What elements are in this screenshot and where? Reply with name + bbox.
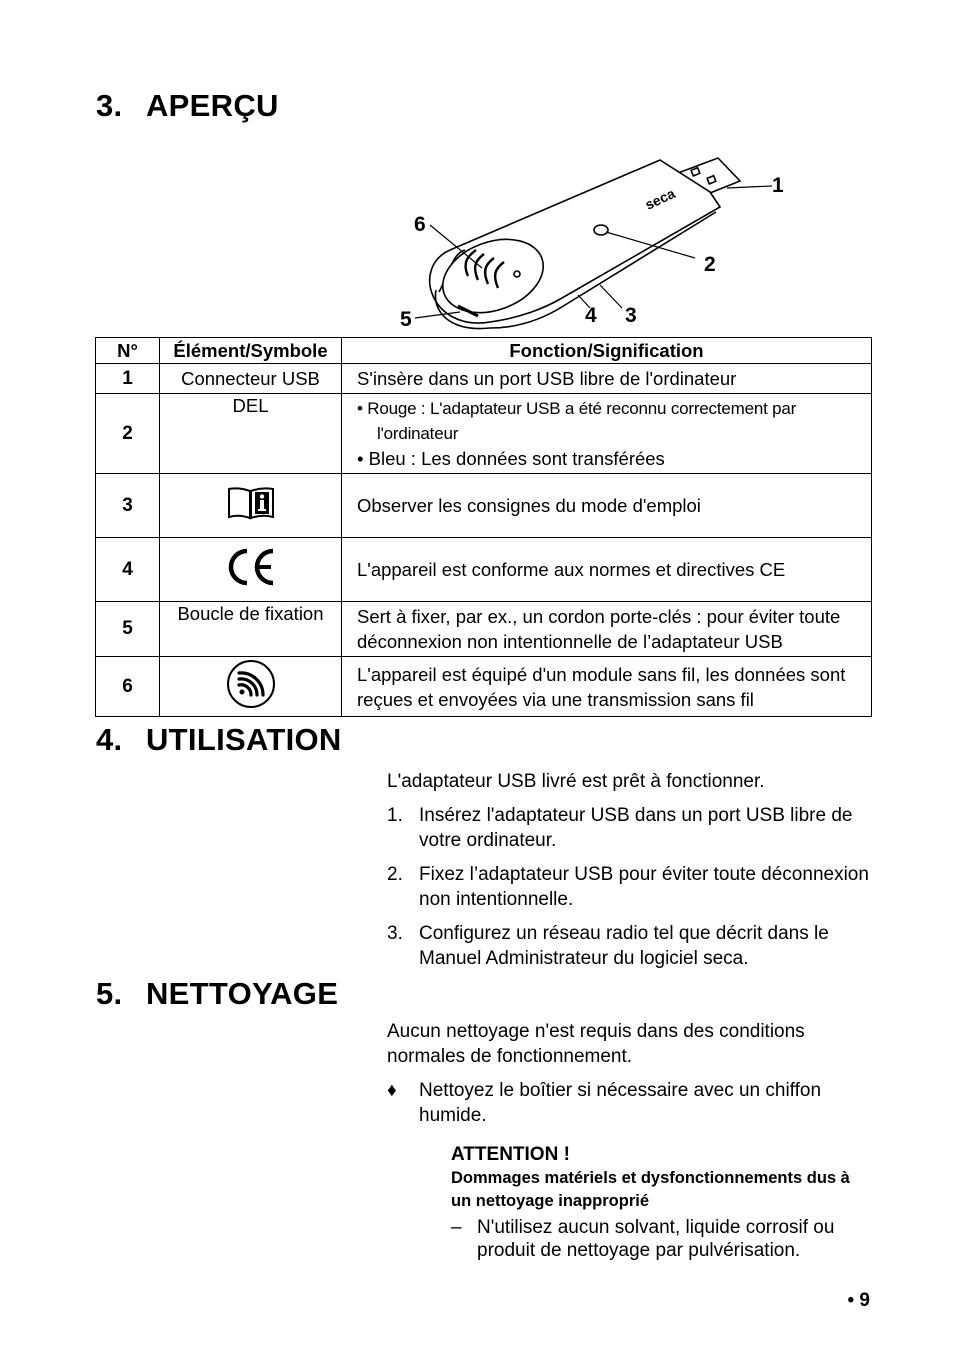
list-item: 3. Configurez un réseau radio tel que décrit dans le Manuel Administrateur du logiciel seca. <box>387 923 829 969</box>
table-row <box>96 364 872 394</box>
led-blue-item: • Bleu : Les données sont transférées <box>357 448 665 469</box>
row-number: 3 <box>96 474 160 538</box>
row-symbol <box>160 474 342 538</box>
row-number: 6 <box>96 657 160 717</box>
nettoyage-intro: Aucun nettoyage n'est requis dans des conditions normales de fonctionnement. <box>387 1021 805 1067</box>
row-element: Connecteur USB <box>160 364 342 394</box>
row-number: 4 <box>96 538 160 602</box>
warning-title: ATTENTION ! <box>451 1144 570 1165</box>
overview-table <box>95 337 872 717</box>
led-red-item: • Rouge : L'adaptateur USB a été reconnu correctement par l'ordinateur <box>357 399 797 443</box>
row-symbol <box>160 657 342 717</box>
utilisation-intro: L'adaptateur USB livré est prêt à fonctionner. <box>387 771 765 792</box>
list-item: ♦ Nettoyez le boîtier si nécessaire avec un chiffon humide. <box>387 1080 822 1126</box>
row-function: S'insère dans un port USB libre de l'ordinateur <box>342 364 872 394</box>
warning-block <box>451 1143 871 1262</box>
table-row <box>96 394 872 474</box>
row-number: 5 <box>96 602 160 657</box>
header-function: Fonction/Signification <box>342 338 872 364</box>
table-row <box>96 657 872 717</box>
row-number: 2 <box>96 394 160 474</box>
section-heading-nettoyage: 5. NETTOYAGE <box>96 976 339 1011</box>
row-number: 1 <box>96 364 160 394</box>
manual-info-icon <box>227 486 275 520</box>
row-function: Observer les consignes du mode d'emploi <box>342 474 872 538</box>
wireless-icon <box>225 659 277 709</box>
section-heading-apercu: 3. APERÇU <box>96 88 279 123</box>
callout-5: 5 <box>400 308 412 331</box>
warning-description: Dommages matériels et dysfonctionnements dus à un nettoyage inapproprié <box>451 1169 850 1210</box>
row-function: Sert à fixer, par ex., un cordon porte-clés : pour éviter toute déconnexion non intentionnelle de l’adaptateur USB <box>342 602 872 657</box>
header-element: Élément/Symbole <box>160 338 342 364</box>
section-heading-utilisation: 4. UTILISATION <box>96 722 342 757</box>
row-element: Boucle de fixation <box>160 602 342 657</box>
row-function: L'appareil est conforme aux normes et directives CE <box>342 538 872 602</box>
page-number: • 9 <box>847 1290 870 1311</box>
usb-adapter-illustration <box>390 150 810 335</box>
callout-6: 6 <box>414 213 426 236</box>
callout-3: 3 <box>625 304 637 327</box>
usb-adapter-figure <box>390 150 810 335</box>
warning-item: – N'utilisez aucun solvant, liquide corrosif ou produit de nettoyage par pulvérisation. <box>451 1217 835 1261</box>
callout-4: 4 <box>585 304 597 327</box>
table-row <box>96 538 872 602</box>
row-function <box>342 394 872 474</box>
nettoyage-body <box>387 1019 877 1128</box>
header-number: N° <box>96 338 160 364</box>
row-function: L'appareil est équipé d'un module sans fil, les données sont reçues et envoyées via une transmission sans fil <box>342 657 872 717</box>
utilisation-body <box>387 769 877 971</box>
table-row <box>96 474 872 538</box>
callout-1: 1 <box>772 174 784 197</box>
row-symbol <box>160 538 342 602</box>
table-header-row <box>96 338 872 364</box>
callout-2: 2 <box>704 253 716 276</box>
table-row <box>96 602 872 657</box>
list-item: 1. Insérez l'adaptateur USB dans un port USB libre de votre ordinateur. <box>387 805 853 851</box>
ce-mark-icon <box>225 547 277 587</box>
row-element: DEL <box>160 394 342 474</box>
list-item: 2. Fixez l’adaptateur USB pour éviter toute déconnexion non intentionnelle. <box>387 864 869 910</box>
diamond-bullet-icon: ♦ <box>387 1080 397 1101</box>
brand-logo-text: seca <box>642 185 678 213</box>
